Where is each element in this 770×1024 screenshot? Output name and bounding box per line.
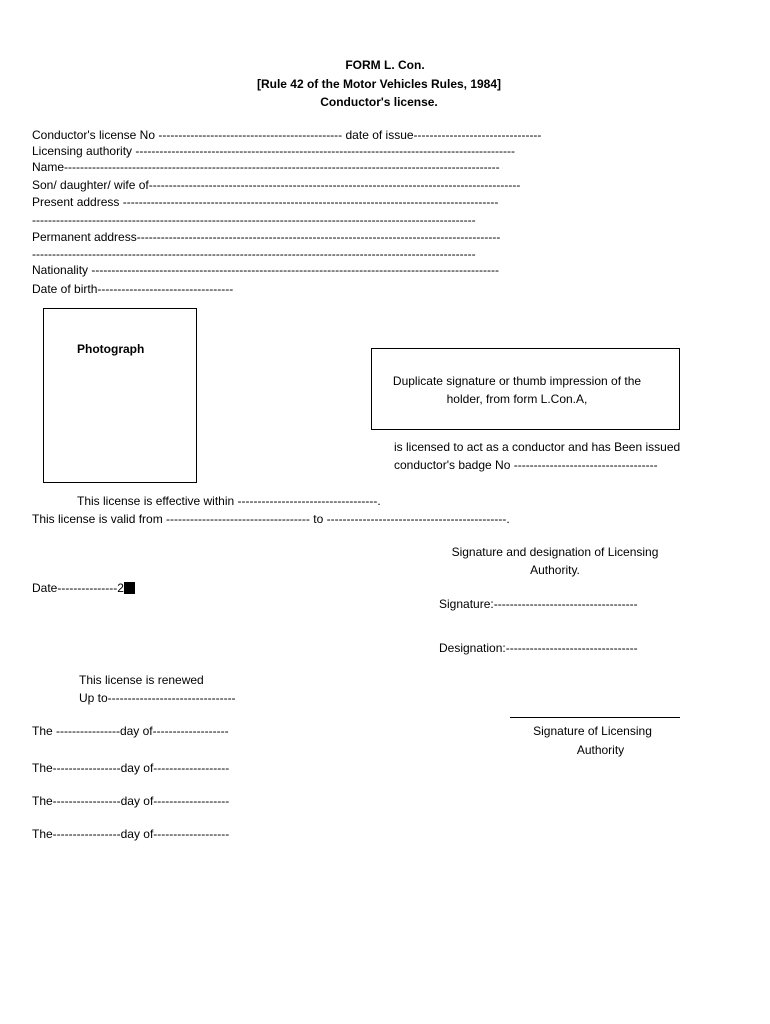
badge-number-field: conductor's badge No ------------------------------------ [394,458,658,472]
license-number-field: Conductor's license No ---------------------------------------------- date of issue-------------------------------- [32,128,542,142]
date-text: Date---------------2 [32,581,124,595]
renewal-up-to-field: Up to-------------------------------- [79,691,236,705]
rule-reference: [Rule 42 of the Motor Vehicles Rules, 1984] [256,77,502,91]
licensing-authority-field: Licensing authority ----------------------------------------------------------------------------------------------- [32,144,516,158]
present-address-field: Present address ---------------------------------------------------------------------------------------------- [32,195,499,209]
photograph-box [43,308,197,483]
authority-heading-continued: Authority. [530,563,580,577]
present-address-continuation: --------------------------------------------------------------------------------------------------------------- [32,213,476,227]
renewal-statement: This license is renewed [79,673,204,687]
form-subtitle: Conductor's license. [320,95,438,109]
form-title: FORM L. Con. [345,58,425,72]
authority-heading: Signature and designation of Licensing [451,545,659,559]
duplicate-signature-line-2: holder, from form L.Con.A, [446,392,588,406]
duplicate-signature-box [371,348,680,430]
valid-from-field: This license is valid from ------------------------------------ to ---------------------------------------------. [32,512,510,526]
renewal-signature-label-continued: Authority [576,743,625,757]
signature-line [510,717,680,718]
photograph-label: Photograph [77,342,145,356]
relation-field: Son/ daughter/ wife of--------------------------------------------------------------------------------------------- [32,178,521,192]
duplicate-signature-line-1: Duplicate signature or thumb impression of the [392,374,642,388]
date-of-birth-field: Date of birth---------------------------------- [32,282,234,296]
date-field [32,581,135,595]
nationality-field: Nationality ------------------------------------------------------------------------------------------------------ [32,263,499,277]
name-field: Name------------------------------------------------------------------------------------------------------------- [32,160,500,174]
designation-field: Designation:--------------------------------- [439,641,638,655]
renewal-signature-label: Signature of Licensing [533,724,652,738]
renewal-row: The-----------------day of------------------- [32,827,230,841]
effective-within-field: This license is effective within -----------------------------------. [77,494,381,508]
permanent-address-field: Permanent address------------------------------------------------------------------------------------------- [32,230,501,244]
licensed-statement: is licensed to act as a conductor and has Been issued [394,440,681,454]
renewal-row: The ----------------day of------------------- [32,724,229,738]
redaction-mark [124,582,135,594]
signature-field: Signature:------------------------------------ [439,597,638,611]
renewal-row: The-----------------day of------------------- [32,794,230,808]
renewal-row: The-----------------day of------------------- [32,761,230,775]
permanent-address-continuation: --------------------------------------------------------------------------------------------------------------- [32,247,476,261]
